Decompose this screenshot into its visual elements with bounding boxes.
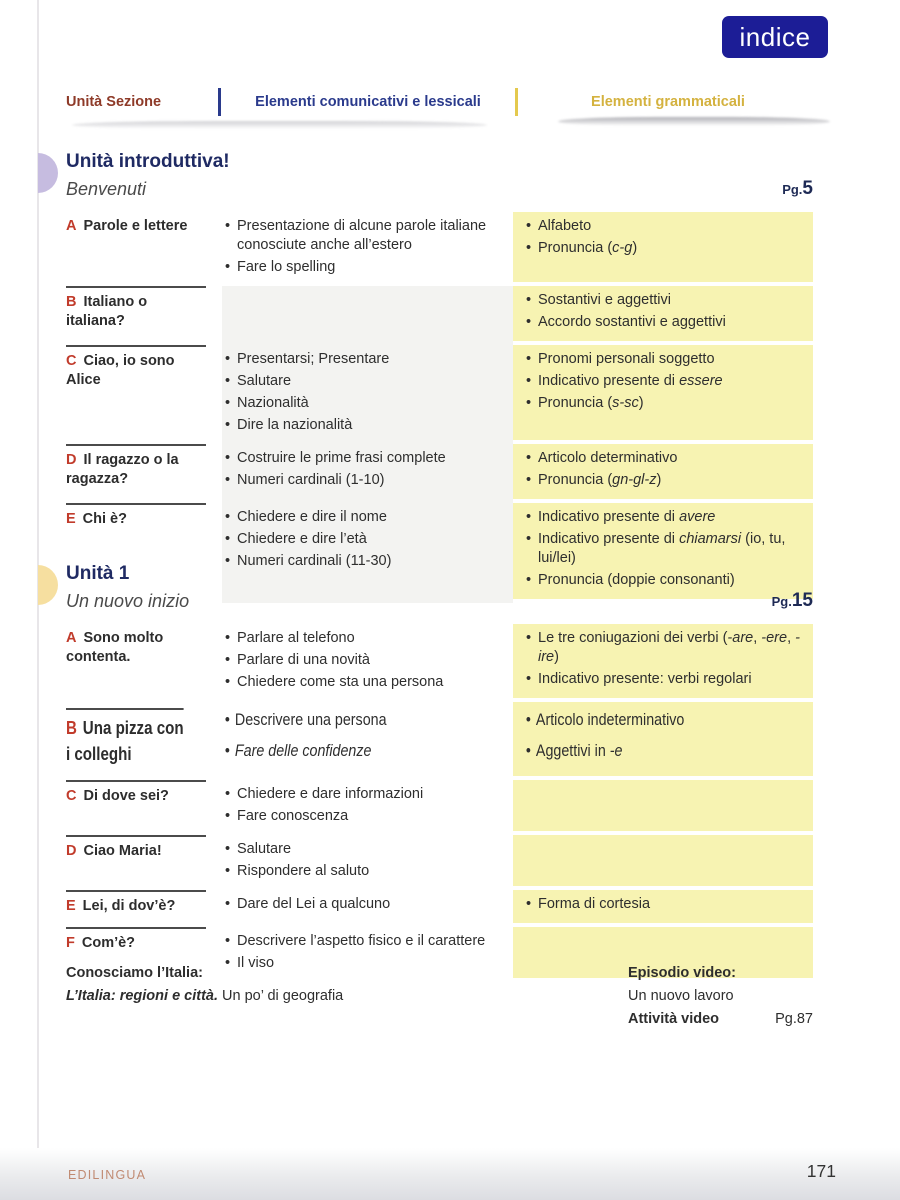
bullet-item: • Nazionalità	[224, 394, 495, 413]
conosciamo-rest: Un po’ di geografia	[218, 988, 344, 1004]
unit-tab	[38, 565, 58, 605]
bullet-item: • Indicativo presente di avere	[525, 508, 801, 527]
episodio-title: Episodio video:	[628, 965, 736, 981]
bullet-item: • Le tre coniugazioni dei verbi (-are, -ere, -ire)	[525, 629, 801, 667]
grammatical-items	[513, 702, 813, 776]
page-number: 171	[806, 1161, 836, 1181]
table-row	[66, 212, 813, 286]
row-label	[66, 890, 206, 916]
row-letter: C	[66, 788, 77, 804]
table-row	[66, 702, 813, 780]
row-letter: B	[66, 718, 77, 738]
table-row	[66, 624, 813, 702]
unit-subrow	[66, 174, 813, 200]
table-row	[66, 444, 813, 503]
unit-subrow	[66, 586, 813, 612]
column-separator-yellow	[515, 88, 518, 116]
table-header	[66, 92, 813, 118]
publisher-name: EDILINGUA	[68, 1168, 147, 1182]
row-title: Com’è?	[81, 935, 136, 951]
row-label	[66, 780, 206, 806]
bullet-item: • Indicativo presente di essere	[525, 372, 801, 391]
row-label	[66, 286, 206, 331]
bullet-item: • Indicativo presente di chiamarsi (io, tu, lui/lei)	[525, 530, 801, 568]
unit-extras	[66, 962, 813, 1031]
bullet-item: • Presentazione di alcune parole italiane conosciute anche all’estero	[224, 217, 495, 255]
attivita-page: Pg.87	[775, 1011, 813, 1027]
row-label-cell	[66, 624, 222, 702]
bullet-item: • Il viso	[224, 954, 495, 973]
row-label-cell	[66, 780, 222, 835]
page-reference	[772, 590, 813, 612]
row-letter: A	[66, 630, 77, 646]
episodio-video-block	[628, 962, 813, 1031]
row-title: Ciao, io sono Alice	[66, 353, 175, 388]
conosciamo-italia-block	[66, 962, 343, 1031]
communicative-items	[222, 702, 513, 780]
grammatical-items	[513, 890, 813, 923]
row-letter: E	[66, 511, 76, 527]
bullet-item: • Pronomi personali soggetto	[525, 350, 801, 369]
bullet-item: • Parlare di una novità	[224, 651, 495, 670]
grammatical-items	[513, 345, 813, 440]
conosciamo-italic: L’Italia: regioni e città.	[66, 988, 219, 1004]
bullet-item: • Parlare al telefono	[224, 629, 495, 648]
bullet-item: • Pronuncia (s-sc)	[525, 394, 801, 413]
bullet-item: • Numeri cardinali (1-10)	[224, 471, 495, 490]
unit-rows-1	[66, 624, 813, 982]
row-label-cell	[66, 702, 222, 780]
communicative-items	[222, 286, 513, 345]
bullet-item: • Numeri cardinali (11-30)	[224, 552, 495, 571]
bullet-item: • Dire la nazionalità	[224, 416, 495, 435]
table-row	[66, 286, 813, 345]
scan-shadow	[558, 117, 830, 126]
bullet-item: • Fare conoscenza	[224, 807, 495, 826]
row-label	[66, 212, 206, 236]
row-label-cell	[66, 345, 222, 444]
table-row	[66, 835, 813, 890]
communicative-items	[222, 212, 513, 286]
communicative-items	[222, 345, 513, 444]
bullet-item: • Alfabeto	[525, 217, 801, 236]
bullet-item: • Forma di cortesia	[525, 895, 801, 914]
bullet-item: • Sostantivi e aggettivi	[525, 291, 801, 310]
grammatical-items	[513, 835, 813, 886]
column-header-comunicativi: Elementi comunicativi e lessicali	[255, 94, 481, 110]
grammatical-items	[513, 286, 813, 341]
unit-1-section	[66, 562, 813, 982]
table-row	[66, 345, 813, 444]
row-title: Chi è?	[82, 511, 127, 527]
communicative-items	[222, 835, 513, 890]
row-label-cell	[66, 444, 222, 503]
communicative-items	[222, 444, 513, 503]
row-title: Ciao Maria!	[83, 843, 162, 859]
bullet-item: • Rispondere al saluto	[224, 862, 495, 881]
page-reference	[782, 178, 813, 200]
column-header-grammaticali: Elementi grammaticali	[591, 94, 745, 110]
row-label	[66, 345, 206, 390]
row-label	[66, 708, 184, 767]
unit-introduttiva-section	[66, 150, 813, 603]
bullet-item: • Descrivere l’aspetto fisico e il carattere	[224, 932, 495, 951]
grammatical-items	[513, 624, 813, 698]
bullet-item: • Articolo indeterminativo	[525, 708, 757, 731]
unit-tab	[38, 153, 58, 193]
row-title: Italiano o italiana?	[66, 294, 148, 329]
row-title: Parole e lettere	[83, 218, 188, 234]
page-ref-number: 5	[802, 178, 813, 199]
bullet-item: • Chiedere e dire il nome	[224, 508, 495, 527]
row-title: Lei, di dov’è?	[82, 898, 176, 914]
unit-subtitle: Benvenuti	[66, 179, 147, 199]
row-letter: D	[66, 452, 77, 468]
grammatical-items	[513, 444, 813, 499]
unit-title: Unità 1	[66, 563, 130, 584]
grammatical-items	[513, 780, 813, 831]
bullet-item: • Descrivere una persona	[224, 708, 452, 731]
conosciamo-title: Conosciamo l’Italia:	[66, 965, 203, 981]
row-label-cell	[66, 835, 222, 890]
bullet-item: • Pronuncia (c-g)	[525, 239, 801, 258]
communicative-items	[222, 780, 513, 835]
bullet-item: • Aggettivi in -e	[525, 739, 757, 762]
conosciamo-line	[66, 985, 343, 1008]
row-letter: A	[66, 218, 77, 234]
scan-shadow	[72, 121, 487, 129]
row-title: Sono molto contenta.	[66, 630, 164, 665]
row-letter: B	[66, 294, 77, 310]
table-row	[66, 890, 813, 927]
row-label	[66, 444, 206, 489]
row-label	[66, 927, 206, 953]
bullet-item: • Fare lo spelling	[224, 258, 495, 277]
page-ref-number: 15	[791, 590, 813, 611]
bullet-item: • Pronuncia (doppie consonanti)	[525, 571, 801, 590]
row-label	[66, 835, 206, 861]
row-letter: C	[66, 353, 77, 369]
page-ref-label: Pg.	[771, 594, 792, 609]
attivita-label: Attività video	[628, 1011, 720, 1027]
row-title: Di dove sei?	[83, 788, 169, 804]
bullet-item: • Chiedere e dare informazioni	[224, 785, 495, 804]
page-ref-label: Pg.	[782, 182, 803, 197]
communicative-items	[222, 624, 513, 702]
row-letter: D	[66, 843, 77, 859]
bullet-item: • Fare delle confidenze	[224, 739, 452, 762]
row-title: Il ragazzo o la ragazza?	[66, 452, 179, 487]
row-letter: F	[66, 935, 75, 951]
row-label	[66, 503, 206, 529]
row-letter: E	[66, 898, 76, 914]
column-header-unita-sezione: Unità Sezione	[66, 94, 162, 110]
row-title: Una pizza con i colleghi	[66, 718, 184, 764]
row-label-cell	[66, 212, 222, 286]
bullet-item: • Articolo determinativo	[525, 449, 801, 468]
bullet-item: • Salutare	[224, 372, 495, 391]
row-label	[66, 624, 206, 667]
bullet-item: • Pronuncia (gn-gl-z)	[525, 471, 801, 490]
row-label-cell	[66, 890, 222, 927]
bullet-item: • Dare del Lei a qualcuno	[224, 895, 495, 914]
bullet-item: • Indicativo presente: verbi regolari	[525, 670, 801, 689]
bullet-item: • Costruire le prime frasi complete	[224, 449, 495, 468]
unit-title: Unità introduttiva!	[66, 151, 230, 172]
table-row	[66, 780, 813, 835]
grammatical-items	[513, 212, 813, 282]
attivita-row	[628, 1008, 813, 1031]
bullet-item: • Chiedere come sta una persona	[224, 673, 495, 692]
episodio-line: Un nuovo lavoro	[628, 988, 734, 1004]
indice-badge: indice	[722, 16, 828, 58]
bullet-item: • Accordo sostantivi e aggettivi	[525, 313, 801, 332]
row-label-cell	[66, 286, 222, 345]
bullet-item: • Chiedere e dire l’età	[224, 530, 495, 549]
unit-rows-0	[66, 212, 813, 603]
bullet-item: • Presentarsi; Presentare	[224, 350, 495, 369]
communicative-items	[222, 890, 513, 927]
column-separator-blue	[218, 88, 221, 116]
bullet-item: • Salutare	[224, 840, 495, 859]
unit-subtitle: Un nuovo inizio	[66, 591, 190, 611]
